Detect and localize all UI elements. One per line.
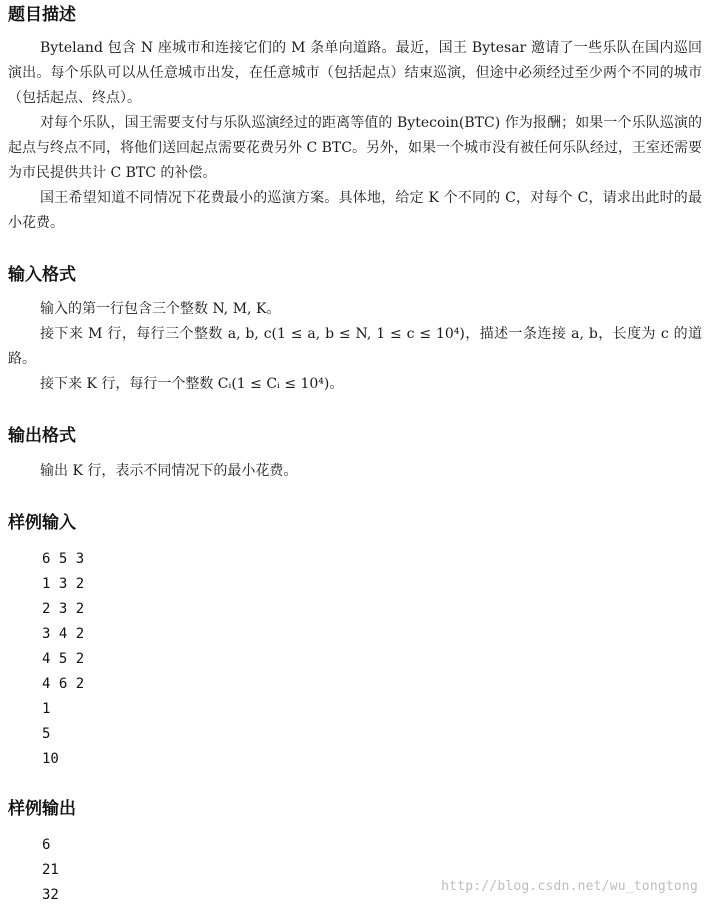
input-format-body <box>8 297 702 397</box>
input-format-paragraph-3: 接下来 K 行，每行一个整数 Cᵢ(1 ≤ Cᵢ ≤ 10⁴)。 <box>40 376 344 392</box>
sample-input-block <box>42 547 84 772</box>
description-paragraph-1: Byteland 包含 N 座城市和连接它们的 M 条单向道路。最近，国王 Bytesar 邀请了一些乐队在国内巡回演出。每个乐队可以从任意城市出发，在任意城市（包括起点）结束巡演，但途中必须经过至少两个不同的城市（包括起点、终点）。 <box>8 40 702 106</box>
sample-output-line: 21 <box>42 862 59 878</box>
output-format-paragraph-1: 输出 K 行，表示不同情况下的最小花费。 <box>40 463 298 479</box>
description-paragraph-3: 国王希望知道不同情况下花费最小的巡演方案。具体地，给定 K 个不同的 C，对每个 C，请求出此时的最小花费。 <box>8 190 702 231</box>
sample-input-line: 1 3 2 <box>42 576 85 592</box>
output-format-heading: 输出格式 <box>8 426 76 446</box>
output-format-body <box>8 459 702 484</box>
sample-output-block <box>42 833 59 908</box>
description-body <box>8 36 702 236</box>
sample-input-line: 5 <box>42 726 51 742</box>
sample-input-line: 10 <box>42 751 59 767</box>
sample-output-heading: 样例输出 <box>8 799 76 819</box>
sample-output-line: 6 <box>42 837 51 853</box>
sample-input-line: 2 3 2 <box>42 601 85 617</box>
sample-input-line: 3 4 2 <box>42 626 85 642</box>
description-paragraph-2: 对每个乐队，国王需要支付与乐队巡演经过的距离等值的 Bytecoin(BTC) 作为报酬；如果一个乐队巡演的起点与终点不同，将他们送回起点需要花费另外 C BTC。另外，如果一个城市没有被任何乐队经过，王室还需要为市民提供共计 C BTC 的补偿。 <box>8 115 702 181</box>
input-format-heading: 输入格式 <box>8 265 76 285</box>
sample-input-line: 1 <box>42 701 51 717</box>
description-heading: 题目描述 <box>8 5 76 25</box>
sample-input-line: 4 6 2 <box>42 676 85 692</box>
sample-input-line: 4 5 2 <box>42 651 85 667</box>
sample-input-line: 6 5 3 <box>42 551 85 567</box>
input-format-paragraph-2: 接下来 M 行，每行三个整数 a, b, c(1 ≤ a, b ≤ N, 1 ≤ c ≤ 10⁴)，描述一条连接 a, b，长度为 c 的道路。 <box>8 326 702 367</box>
sample-output-line: 32 <box>42 887 59 903</box>
watermark-text: http://blog.csdn.net/wu_tongtong <box>441 879 698 894</box>
sample-input-heading: 样例输入 <box>8 513 76 533</box>
input-format-paragraph-1: 输入的第一行包含三个整数 N, M, K。 <box>40 301 281 317</box>
